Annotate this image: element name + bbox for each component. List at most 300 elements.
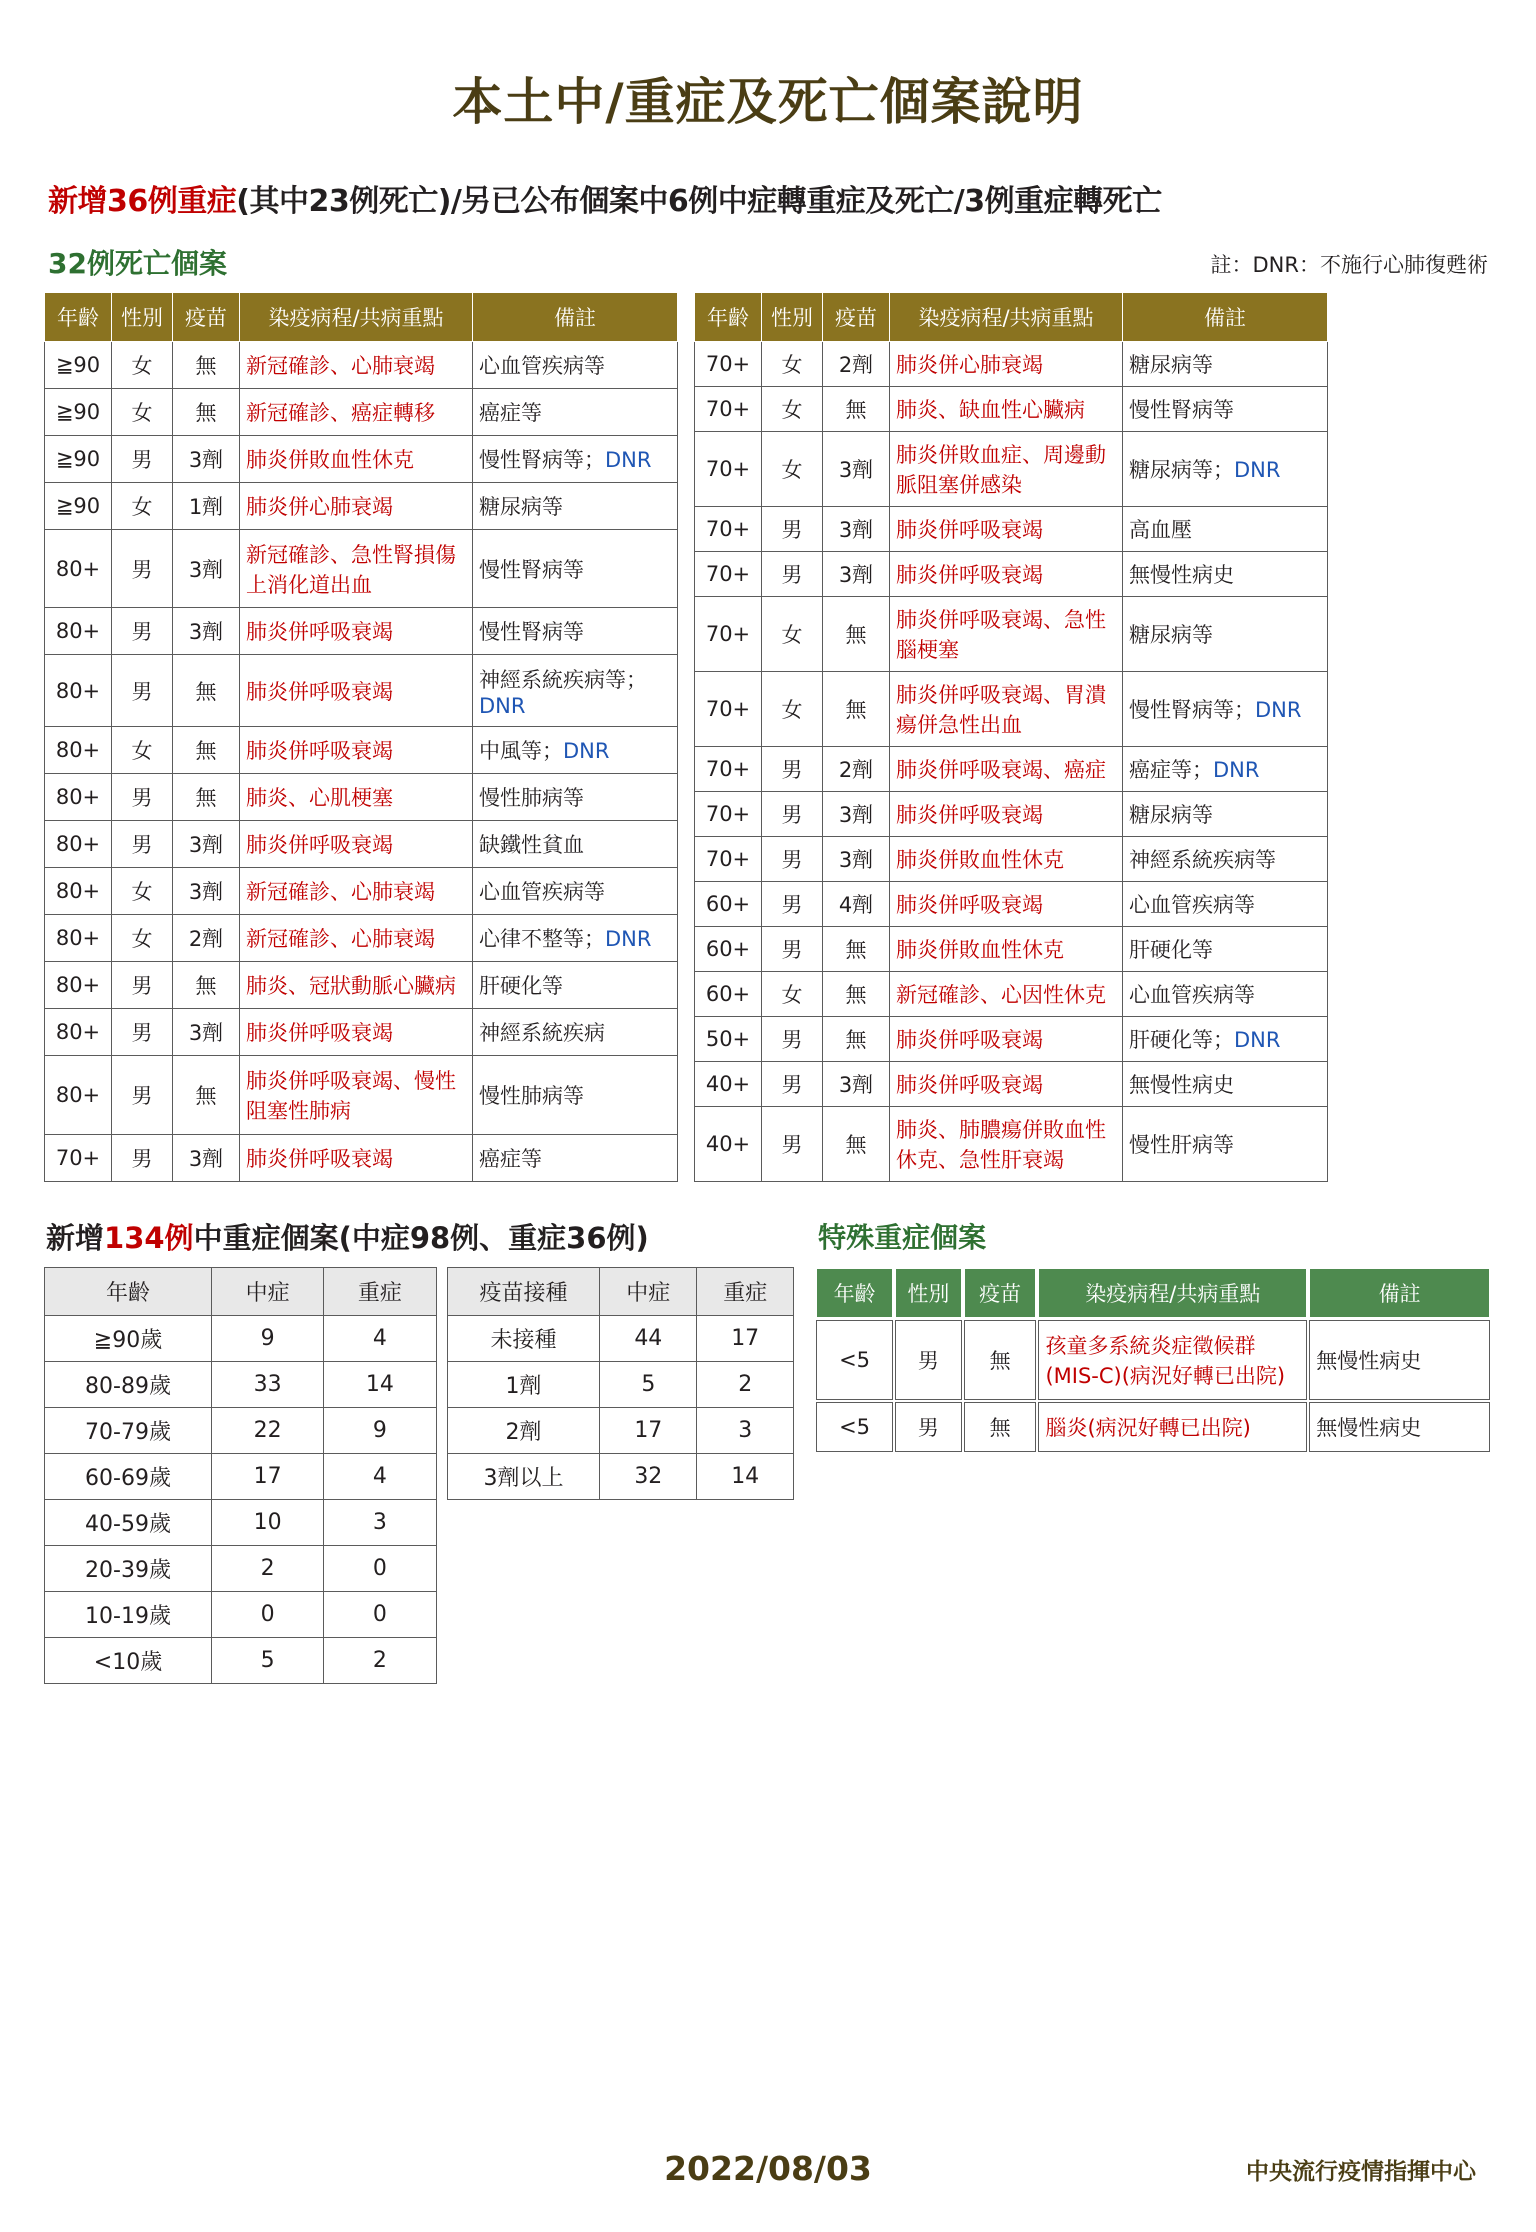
col-note: 備註 [473, 293, 678, 342]
cell-label: <10歲 [45, 1638, 212, 1684]
cell-age: 70+ [695, 837, 762, 882]
cell-age: 50+ [695, 1017, 762, 1062]
col-vaccine: 疫苗 [964, 1268, 1037, 1318]
cell-note: 肝硬化等 [473, 962, 678, 1009]
cell-note: 無慢性病史 [1123, 1062, 1328, 1107]
table-row [45, 915, 678, 962]
footer [0, 2149, 1536, 2188]
cell-severe: 17 [697, 1316, 794, 1362]
cell-label: 80-89歲 [45, 1362, 212, 1408]
dnr-tag: DNR [605, 448, 652, 472]
cell-age: 60+ [695, 972, 762, 1017]
table-row [695, 927, 1328, 972]
table-row [45, 1546, 437, 1592]
cell-moderate: 2 [212, 1546, 324, 1592]
cell-vaccine: 3劑 [823, 432, 890, 507]
cell-sex: 男 [112, 608, 173, 655]
table-row [695, 837, 1328, 882]
cell-note: 慢性腎病等 [1123, 387, 1328, 432]
cell-vaccine: 4劑 [823, 882, 890, 927]
cell-moderate: 32 [600, 1454, 697, 1500]
cell-sex: 男 [762, 1062, 823, 1107]
cell-note: 神經系統疾病等；DNR [473, 655, 678, 727]
summary-rest: (其中23例死亡)/另已公布個案中6例中症轉重症及死亡/3例重症轉死亡 [236, 184, 1162, 219]
cell-age: ≧90 [45, 483, 112, 530]
table-row [45, 727, 678, 774]
cell-sex: 女 [112, 868, 173, 915]
cell-note: 肝硬化等 [1123, 927, 1328, 972]
cell-vaccine: 3劑 [173, 868, 240, 915]
cell-age: 60+ [695, 882, 762, 927]
cell-note: 慢性腎病等；DNR [473, 436, 678, 483]
cell-sex: 男 [895, 1320, 962, 1400]
cell-vaccine: 2劑 [173, 915, 240, 962]
ms-title-prefix: 新增 [46, 1221, 105, 1255]
table-row [816, 1402, 1490, 1452]
cell-course: 肺炎、缺血性心臟病 [890, 387, 1123, 432]
table-row [695, 387, 1328, 432]
table-row [45, 436, 678, 483]
cell-note: 心血管疾病等 [1123, 882, 1328, 927]
dnr-tag: DNR [479, 693, 526, 718]
cell-age: 40+ [695, 1107, 762, 1182]
cell-age: 80+ [45, 1009, 112, 1056]
cell-vaccine: 無 [173, 389, 240, 436]
cell-note: 糖尿病等 [1123, 792, 1328, 837]
cell-sex: 男 [762, 837, 823, 882]
table-row [695, 597, 1328, 672]
cell-sex: 女 [112, 727, 173, 774]
cell-vaccine: 2劑 [823, 747, 890, 792]
death-section-title: 32例死亡個案 [48, 247, 227, 280]
cell-label: 1劑 [447, 1362, 600, 1408]
cell-severe: 4 [324, 1316, 436, 1362]
cell-age: 80+ [45, 915, 112, 962]
cell-course: 肺炎併呼吸衰竭、癌症 [890, 747, 1123, 792]
table-row [45, 1500, 437, 1546]
death-section-header [48, 242, 1488, 282]
cell-course: 肺炎併呼吸衰竭、慢性阻塞性肺病 [240, 1056, 473, 1134]
cell-vaccine: 3劑 [823, 552, 890, 597]
special-cases-title: 特殊重症個案 [818, 1221, 987, 1254]
cell-note: 糖尿病等；DNR [1123, 432, 1328, 507]
cell-moderate: 33 [212, 1362, 324, 1408]
cell-age: 70+ [695, 747, 762, 792]
dnr-tag: DNR [1234, 458, 1281, 482]
table-row [45, 608, 678, 655]
cell-vaccine: 3劑 [823, 1062, 890, 1107]
table-row [695, 1107, 1328, 1182]
cell-label: ≧90歲 [45, 1316, 212, 1362]
cell-label: 70-79歲 [45, 1408, 212, 1454]
col-vaccine: 疫苗 [173, 293, 240, 342]
cell-age: ≧90 [45, 342, 112, 389]
table-row [695, 672, 1328, 747]
table-header-row [695, 293, 1328, 342]
cell-vaccine: 3劑 [173, 1009, 240, 1056]
cell-vaccine: 無 [964, 1402, 1037, 1452]
death-tables-wrapper [44, 292, 1492, 1182]
cell-vaccine: 無 [823, 1017, 890, 1062]
death-table-right [694, 292, 1328, 1182]
cell-course: 肺炎併呼吸衰竭 [240, 608, 473, 655]
bottom-section [44, 1216, 1492, 1684]
cell-age: ≧90 [45, 389, 112, 436]
table-row [45, 1056, 678, 1134]
cell-age: <5 [816, 1320, 893, 1400]
table-row [45, 821, 678, 868]
cell-sex: 男 [112, 530, 173, 608]
cell-age: 80+ [45, 530, 112, 608]
col-moderate: 中症 [212, 1268, 324, 1316]
cell-sex: 男 [762, 1107, 823, 1182]
cell-note: 癌症等 [473, 389, 678, 436]
cell-note: 慢性肝病等 [1123, 1107, 1328, 1182]
col-course: 染疫病程/共病重點 [1038, 1268, 1307, 1318]
table-row [447, 1362, 794, 1408]
footer-date: 2022/08/03 [664, 2149, 872, 2188]
cell-note: 心血管疾病等 [473, 342, 678, 389]
table-row [45, 1592, 437, 1638]
col-sex: 性別 [112, 293, 173, 342]
col-age: 年齡 [695, 293, 762, 342]
cell-course: 新冠確診、心因性休克 [890, 972, 1123, 1017]
poster-page [0, 62, 1536, 2232]
cell-course: 新冠確診、急性腎損傷上消化道出血 [240, 530, 473, 608]
table-row [447, 1454, 794, 1500]
table-header-row [447, 1268, 794, 1316]
cell-sex: 男 [112, 774, 173, 821]
cell-note: 糖尿病等 [1123, 342, 1328, 387]
cell-course: 肺炎、心肌梗塞 [240, 774, 473, 821]
table-row [45, 868, 678, 915]
cell-age: 80+ [45, 608, 112, 655]
cell-course: 肺炎併呼吸衰竭 [240, 655, 473, 727]
cell-sex: 男 [112, 1056, 173, 1134]
cell-course: 新冠確診、心肺衰竭 [240, 342, 473, 389]
cell-course: 肺炎併呼吸衰竭 [890, 1062, 1123, 1107]
cell-sex: 男 [762, 792, 823, 837]
cell-vaccine: 無 [823, 672, 890, 747]
cell-sex: 男 [762, 882, 823, 927]
cell-label: 20-39歲 [45, 1546, 212, 1592]
cell-vaccine: 1劑 [173, 483, 240, 530]
cell-label: 40-59歲 [45, 1500, 212, 1546]
cell-age: 80+ [45, 821, 112, 868]
cell-note: 心血管疾病等 [1123, 972, 1328, 1017]
cell-vaccine: 無 [823, 1107, 890, 1182]
cell-course: 新冠確診、心肺衰竭 [240, 868, 473, 915]
cell-sex: 女 [112, 915, 173, 962]
col-vaccine-doses: 疫苗接種 [447, 1268, 600, 1316]
table-row [816, 1320, 1490, 1400]
cell-course: 肺炎併呼吸衰竭 [240, 727, 473, 774]
cell-vaccine: 3劑 [823, 507, 890, 552]
cell-age: 70+ [695, 792, 762, 837]
table-row [695, 342, 1328, 387]
cell-vaccine: 2劑 [823, 342, 890, 387]
cell-note: 慢性腎病等 [473, 530, 678, 608]
cell-note: 慢性腎病等 [473, 608, 678, 655]
cell-sex: 男 [112, 821, 173, 868]
cell-vaccine: 無 [173, 655, 240, 727]
table-row [447, 1316, 794, 1362]
cell-note: 糖尿病等 [473, 483, 678, 530]
cell-note: 無慢性病史 [1309, 1320, 1490, 1400]
cell-course: 肺炎併呼吸衰竭 [890, 1017, 1123, 1062]
cell-note: 神經系統疾病 [473, 1009, 678, 1056]
cell-note: 中風等；DNR [473, 727, 678, 774]
cell-note: 慢性腎病等；DNR [1123, 672, 1328, 747]
table-header-row [816, 1268, 1490, 1318]
cell-severe: 0 [324, 1546, 436, 1592]
cell-note: 高血壓 [1123, 507, 1328, 552]
special-table-body [816, 1320, 1490, 1452]
cell-note: 神經系統疾病等 [1123, 837, 1328, 882]
table-row [45, 962, 678, 1009]
table-row [695, 1062, 1328, 1107]
table-row [695, 972, 1328, 1017]
cell-course: 肺炎併呼吸衰竭 [890, 882, 1123, 927]
cell-course: 新冠確診、心肺衰竭 [240, 915, 473, 962]
dnr-tag: DNR [1213, 758, 1260, 782]
cell-age: 70+ [45, 1134, 112, 1181]
ms-title-number: 134例 [104, 1221, 194, 1255]
cell-age: 80+ [45, 962, 112, 1009]
cell-moderate: 0 [212, 1592, 324, 1638]
cell-sex: 男 [112, 655, 173, 727]
moderate-severe-title [46, 1216, 794, 1257]
col-note: 備註 [1123, 293, 1328, 342]
cell-moderate: 9 [212, 1316, 324, 1362]
cell-sex: 女 [112, 483, 173, 530]
dnr-tag: DNR [1234, 1028, 1281, 1052]
table-row [45, 1408, 437, 1454]
cell-course: 腦炎(病況好轉已出院) [1038, 1402, 1307, 1452]
cell-vaccine: 3劑 [173, 608, 240, 655]
cell-vaccine: 無 [823, 597, 890, 672]
cell-vaccine: 無 [173, 727, 240, 774]
cell-moderate: 5 [212, 1638, 324, 1684]
cell-course: 新冠確診、癌症轉移 [240, 389, 473, 436]
table-header-row [45, 293, 678, 342]
table-row [695, 507, 1328, 552]
cell-note: 慢性肺病等 [473, 774, 678, 821]
cell-age: ≧90 [45, 436, 112, 483]
cell-severe: 14 [697, 1454, 794, 1500]
col-severe: 重症 [324, 1268, 436, 1316]
cell-vaccine: 無 [173, 774, 240, 821]
summary-new-severe: 新增36例重症 [48, 184, 237, 219]
cell-sex: 男 [112, 1009, 173, 1056]
cell-vaccine: 3劑 [173, 530, 240, 608]
cell-age: 80+ [45, 1056, 112, 1134]
cell-sex: 男 [762, 507, 823, 552]
col-moderate: 中症 [600, 1268, 697, 1316]
table-row [695, 792, 1328, 837]
footer-organization: 中央流行疫情指揮中心 [1246, 2159, 1476, 2185]
col-severe: 重症 [697, 1268, 794, 1316]
col-course: 染疫病程/共病重點 [890, 293, 1123, 342]
cell-sex: 女 [762, 432, 823, 507]
table-row [45, 342, 678, 389]
cell-label: 2劑 [447, 1408, 600, 1454]
cell-course: 肺炎、冠狀動脈心臟病 [240, 962, 473, 1009]
cell-severe: 2 [697, 1362, 794, 1408]
col-vaccine: 疫苗 [823, 293, 890, 342]
cell-note: 無慢性病史 [1123, 552, 1328, 597]
cell-sex: 男 [112, 962, 173, 1009]
cell-age: 80+ [45, 727, 112, 774]
cell-label: 3劑以上 [447, 1454, 600, 1500]
cell-note: 心血管疾病等 [473, 868, 678, 915]
cell-label: 60-69歲 [45, 1454, 212, 1500]
cell-vaccine: 無 [964, 1320, 1037, 1400]
table-row [45, 1009, 678, 1056]
vaccine-breakdown-table [447, 1267, 795, 1500]
cell-note: 肝硬化等；DNR [1123, 1017, 1328, 1062]
cell-vaccine: 無 [173, 342, 240, 389]
table-row [45, 1362, 437, 1408]
cell-age: 80+ [45, 868, 112, 915]
cell-severe: 9 [324, 1408, 436, 1454]
cell-vaccine: 3劑 [173, 1134, 240, 1181]
cell-course: 肺炎併敗血性休克 [240, 436, 473, 483]
cell-vaccine: 3劑 [823, 837, 890, 882]
table-row [695, 747, 1328, 792]
table-row [45, 655, 678, 727]
cell-age: 70+ [695, 672, 762, 747]
cell-severe: 2 [324, 1638, 436, 1684]
moderate-severe-block [44, 1216, 794, 1684]
special-cases-block [814, 1216, 1492, 1454]
ms-title-suffix: 中重症個案(中症98例、重症36例) [193, 1221, 649, 1255]
cell-sex: 男 [762, 1017, 823, 1062]
cell-sex: 女 [762, 972, 823, 1017]
cell-sex: 女 [112, 389, 173, 436]
cell-course: 肺炎併敗血性休克 [890, 927, 1123, 972]
table-row [45, 1316, 437, 1362]
table-row [695, 432, 1328, 507]
cell-vaccine: 無 [823, 927, 890, 972]
cell-note: 無慢性病史 [1309, 1402, 1490, 1452]
cell-course: 肺炎、肺膿瘍併敗血性休克、急性肝衰竭 [890, 1107, 1123, 1182]
cell-moderate: 44 [600, 1316, 697, 1362]
age-table-body [45, 1316, 437, 1684]
cell-vaccine: 無 [823, 972, 890, 1017]
cell-age: 70+ [695, 507, 762, 552]
cell-sex: 女 [762, 387, 823, 432]
cell-course: 肺炎併敗血症、周邊動脈阻塞併感染 [890, 432, 1123, 507]
cell-course: 孩童多系統炎症徵候群(MIS-C)(病況好轉已出院) [1038, 1320, 1307, 1400]
cell-sex: 男 [762, 552, 823, 597]
table-row [695, 882, 1328, 927]
page-title: 本土中/重症及死亡個案說明 [452, 73, 1084, 131]
cell-course: 肺炎併呼吸衰竭 [890, 792, 1123, 837]
cell-moderate: 17 [212, 1454, 324, 1500]
table-row [447, 1408, 794, 1454]
cell-course: 肺炎併呼吸衰竭、急性腦梗塞 [890, 597, 1123, 672]
cell-sex: 男 [895, 1402, 962, 1452]
vaccine-table-body [447, 1316, 794, 1500]
cell-course: 肺炎併呼吸衰竭 [240, 1009, 473, 1056]
cell-course: 肺炎併敗血性休克 [890, 837, 1123, 882]
table-row [45, 389, 678, 436]
table-row [695, 552, 1328, 597]
cell-note: 糖尿病等 [1123, 597, 1328, 672]
table-row [45, 1134, 678, 1181]
cell-label: 10-19歲 [45, 1592, 212, 1638]
cell-course: 肺炎併呼吸衰竭、胃潰瘍併急性出血 [890, 672, 1123, 747]
cell-sex: 女 [762, 597, 823, 672]
dnr-note: 註：DNR：不施行心肺復甦術 [1210, 253, 1488, 277]
age-breakdown-table [44, 1267, 437, 1684]
cell-moderate: 10 [212, 1500, 324, 1546]
cell-moderate: 17 [600, 1408, 697, 1454]
cell-course: 肺炎併呼吸衰竭 [240, 821, 473, 868]
cell-age: 70+ [695, 342, 762, 387]
special-cases-table [814, 1266, 1492, 1454]
table-row [45, 530, 678, 608]
cell-course: 肺炎併心肺衰竭 [890, 342, 1123, 387]
cell-label: 未接種 [447, 1316, 600, 1362]
cell-sex: 男 [112, 436, 173, 483]
col-age: 年齡 [45, 293, 112, 342]
cell-sex: 男 [762, 927, 823, 972]
cell-course: 肺炎併呼吸衰竭 [890, 507, 1123, 552]
cell-severe: 3 [697, 1408, 794, 1454]
cell-sex: 女 [762, 672, 823, 747]
cell-age: 70+ [695, 597, 762, 672]
table-row [45, 1454, 437, 1500]
cell-age: 80+ [45, 774, 112, 821]
cell-moderate: 22 [212, 1408, 324, 1454]
cell-vaccine: 無 [823, 387, 890, 432]
cell-severe: 14 [324, 1362, 436, 1408]
cell-sex: 男 [112, 1134, 173, 1181]
cell-note: 癌症等；DNR [1123, 747, 1328, 792]
cell-vaccine: 無 [173, 962, 240, 1009]
death-table-left [44, 292, 678, 1182]
col-note: 備註 [1309, 1268, 1490, 1318]
table-row [45, 483, 678, 530]
cell-age: 60+ [695, 927, 762, 972]
death-right-body [695, 342, 1328, 1182]
table-row [45, 1638, 437, 1684]
cell-age: 70+ [695, 432, 762, 507]
dnr-tag: DNR [563, 739, 610, 764]
col-age: 年齡 [45, 1268, 212, 1316]
cell-course: 肺炎併呼吸衰竭 [890, 552, 1123, 597]
cell-severe: 3 [324, 1500, 436, 1546]
table-row [45, 774, 678, 821]
col-sex: 性別 [895, 1268, 962, 1318]
col-age: 年齡 [816, 1268, 893, 1318]
cell-sex: 女 [112, 342, 173, 389]
cell-age: 70+ [695, 552, 762, 597]
dnr-tag: DNR [1255, 698, 1302, 722]
cell-age: 80+ [45, 655, 112, 727]
cell-course: 肺炎併心肺衰竭 [240, 483, 473, 530]
table-header-row [45, 1268, 437, 1316]
dnr-tag: DNR [605, 927, 652, 952]
summary-line [48, 176, 1536, 220]
death-left-body [45, 342, 678, 1182]
cell-note: 慢性肺病等 [473, 1056, 678, 1134]
cell-severe: 0 [324, 1592, 436, 1638]
cell-vaccine: 3劑 [173, 821, 240, 868]
cell-age: 70+ [695, 387, 762, 432]
